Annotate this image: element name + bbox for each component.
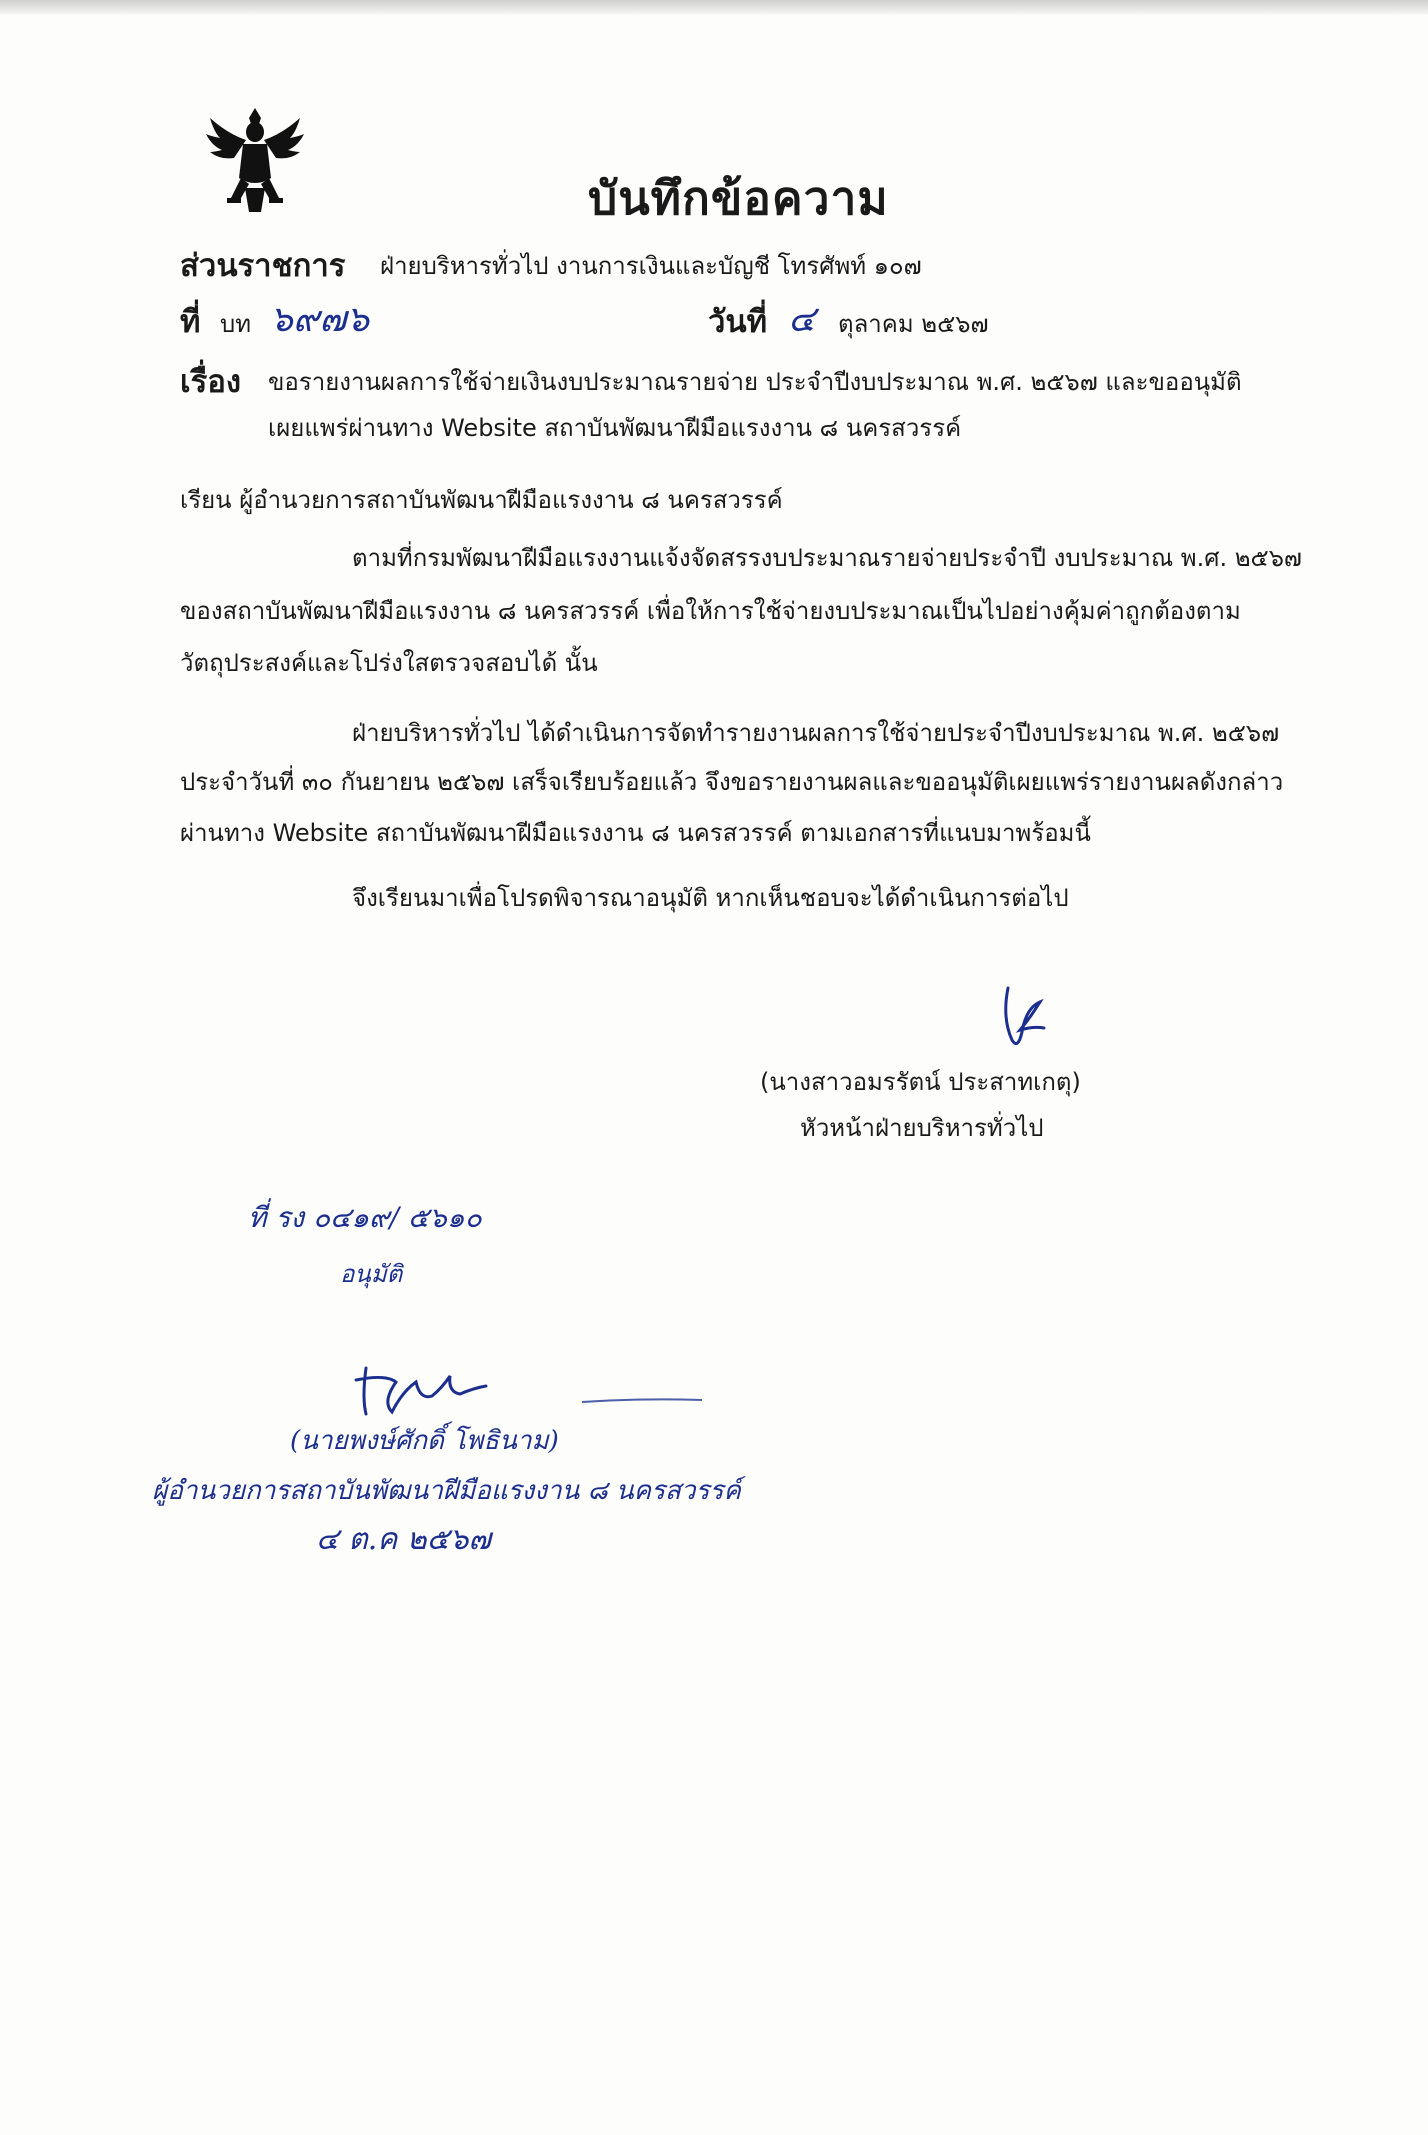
director-signature-mark <box>352 1362 712 1422</box>
signer-position: หัวหน้าฝ่ายบริหารทั่วไป <box>800 1114 1044 1142</box>
date-day-handwritten: ๔ <box>788 299 816 340</box>
para1-line-3: วัตถุประสงค์และโปร่งใสตรวจสอบได้ นั้น <box>180 649 598 677</box>
date-rest: ตุลาคม ๒๕๖๗ <box>838 310 989 338</box>
ref-label: ที่ <box>180 304 201 340</box>
garuda-emblem-icon <box>205 104 305 216</box>
subject-line-1: ขอรายงานผลการใช้จ่ายเงินงบประมาณรายจ่าย ประจำปีงบประมาณ พ.ศ. ๒๕๖๗ และขออนุมัติ <box>268 368 1242 396</box>
scan-edge <box>0 0 1428 14</box>
salutation: เรียน ผู้อำนวยการสถาบันพัฒนาฝีมือแรงงาน ๘ นครสวรรค์ <box>180 486 783 514</box>
para1-line-1: ตามที่กรมพัฒนาฝีมือแรงงานแจ้งจัดสรรงบประมาณรายจ่ายประจำปี งบประมาณ พ.ศ. ๒๕๖๗ <box>352 544 1302 572</box>
agency-value: ฝ่ายบริหารทั่วไป งานการเงินและบัญชี โทรศัพท์ ๑๐๗ <box>380 252 922 280</box>
director-position: ผู้อำนวยการสถาบันพัฒนาฝีมือแรงงาน ๘ นครสวรรค์ <box>152 1476 741 1506</box>
signer-name: (นางสาวอมรรัตน์ ประสาทเกตุ) <box>760 1068 1081 1096</box>
para2-line-3: ผ่านทาง Website สถาบันพัฒนาฝีมือแรงงาน ๘ นครสวรรค์ ตามเอกสารที่แนบมาพร้อมนี้ <box>180 819 1091 847</box>
approval-date: ๔ ต.ค ๒๕๖๗ <box>316 1522 491 1557</box>
agency-label: ส่วนราชการ <box>180 248 346 284</box>
director-name: (นายพงษ์ศักดิ์ โพธินาม) <box>290 1426 559 1456</box>
signature-mark <box>990 978 1060 1058</box>
para2-line-2: ประจำวันที่ ๓๐ กันยายน ๒๕๖๗ เสร็จเรียบร้อยแล้ว จึงขอรายงานผลและขออนุมัติเผยแพร่รายงานผลดังกล่าว <box>180 768 1284 796</box>
ref-number-handwritten: ๖๙๗๖ <box>270 299 370 340</box>
approval-status: อนุมัติ <box>340 1260 403 1288</box>
ref-prefix: บท <box>220 310 252 338</box>
subject-label: เรื่อง <box>180 364 242 400</box>
closing-line: จึงเรียนมาเพื่อโปรดพิจารณาอนุมัติ หากเห็นชอบจะได้ดำเนินการต่อไป <box>352 884 1069 912</box>
page-title: บันทึกข้อความ <box>588 171 889 225</box>
approval-ref-line: ที่ รง ๐๔๑๙/ ๕๖๑๐ <box>248 1201 482 1234</box>
para1-line-2: ของสถาบันพัฒนาฝีมือแรงงาน ๘ นครสวรรค์ เพื่อให้การใช้จ่ายงบประมาณเป็นไปอย่างคุ้มค่าถูกต้องตาม <box>180 597 1241 625</box>
date-label: วันที่ <box>708 304 768 340</box>
subject-line-2: เผยแพร่ผ่านทาง Website สถาบันพัฒนาฝีมือแรงงาน ๘ นครสวรรค์ <box>268 414 962 442</box>
para2-line-1: ฝ่ายบริหารทั่วไป ได้ดำเนินการจัดทำรายงานผลการใช้จ่ายประจำปีงบประมาณ พ.ศ. ๒๕๖๗ <box>352 719 1280 747</box>
